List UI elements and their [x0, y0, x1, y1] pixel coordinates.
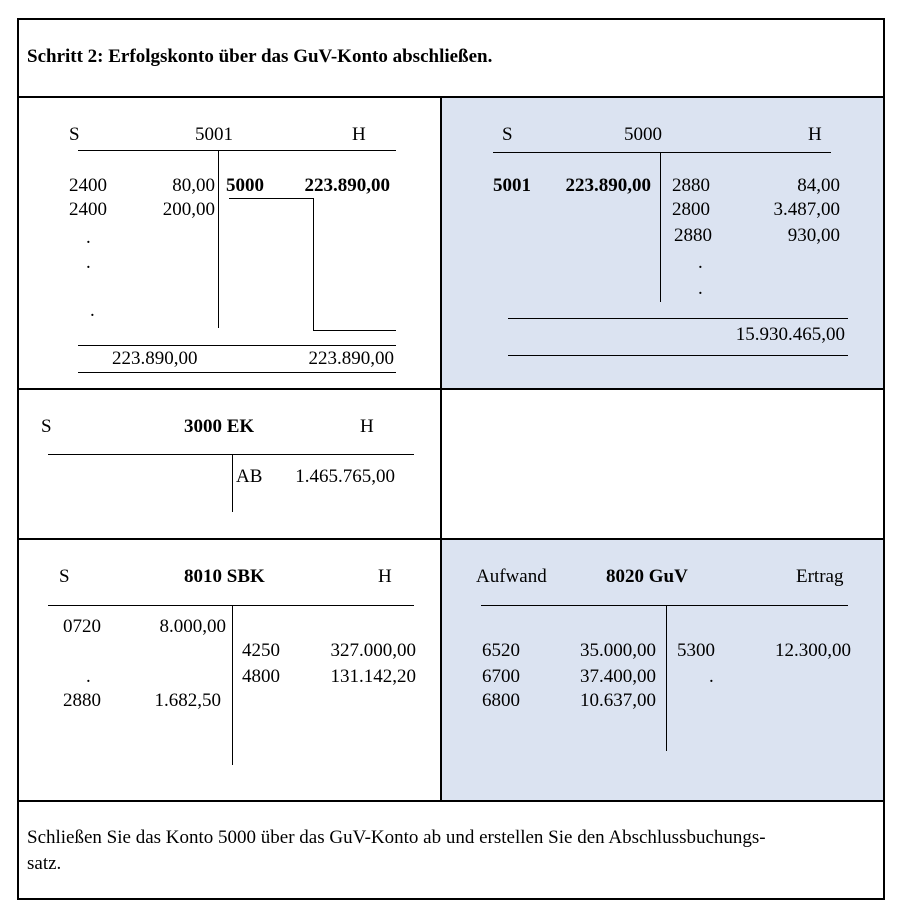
entry-konto: 5000 [226, 175, 264, 196]
t-account-divider [218, 150, 219, 328]
entry-konto: 0720 [63, 616, 101, 637]
continuation-dot: . [90, 300, 95, 321]
ertrag-label: Ertrag [796, 566, 844, 587]
entry-betrag: 84,00 [797, 175, 840, 196]
entry-betrag: 930,00 [787, 225, 840, 246]
entry-konto: 2880 [63, 690, 101, 711]
continuation-dot: . [86, 252, 91, 273]
continuation-dot: . [709, 666, 714, 687]
sum-line-top [78, 345, 396, 346]
grid-line [17, 96, 885, 98]
entry-betrag: 1.465.765,00 [295, 466, 395, 487]
haben-label: H [808, 124, 822, 145]
entry-konto: 6800 [482, 690, 520, 711]
soll-label: S [41, 416, 52, 437]
account-number: 5001 [195, 124, 233, 145]
entry-konto: 6520 [482, 640, 520, 661]
soll-label: S [69, 124, 80, 145]
haben-label: H [352, 124, 366, 145]
account-number: 8020 GuV [606, 566, 688, 587]
grid-line [17, 538, 885, 540]
entry-konto: 5300 [677, 640, 715, 661]
entry-konto: 2880 [672, 175, 710, 196]
header-title: Schritt 2: Erfolgskonto über das GuV-Konto abschließen. [27, 46, 493, 67]
aufwand-label: Aufwand [476, 566, 547, 587]
account-number: 3000 EK [184, 416, 255, 437]
entry-betrag: 80,00 [172, 175, 215, 196]
soll-label: S [502, 124, 513, 145]
grid-line [17, 800, 885, 802]
t-account-top-line [493, 152, 831, 153]
entry-konto: 4800 [242, 666, 280, 687]
entry-konto: 6700 [482, 666, 520, 687]
entry-konto: 4250 [242, 640, 280, 661]
sum-right: 223.890,00 [308, 348, 394, 369]
entry-konto: AB [236, 466, 263, 487]
t-account-divider [666, 605, 667, 751]
t-account-divider [660, 152, 661, 302]
instruction-line-1: Schließen Sie das Konto 5000 über das GuV-Konto ab und erstellen Sie den Abschlussbuchungs- [27, 827, 766, 848]
buchhalternase [229, 198, 313, 199]
grid-line [440, 96, 442, 802]
haben-label: H [378, 566, 392, 587]
entry-konto: 2400 [69, 199, 107, 220]
t-account-divider [232, 454, 233, 512]
entry-konto: 5001 [493, 175, 531, 196]
account-number: 5000 [624, 124, 662, 145]
entry-betrag: 327.000,00 [330, 640, 416, 661]
t-account-top-line [78, 150, 396, 151]
entry-betrag: 223.890,00 [304, 175, 390, 196]
entry-betrag: 10.637,00 [580, 690, 656, 711]
entry-betrag: 223.890,00 [565, 175, 651, 196]
sum-line-top [508, 318, 848, 319]
entry-betrag: 8.000,00 [159, 616, 226, 637]
entry-konto: 2400 [69, 175, 107, 196]
buchhalternase [313, 198, 314, 330]
sum-value: 15.930.465,00 [735, 324, 845, 345]
entry-betrag: 35.000,00 [580, 640, 656, 661]
entry-betrag: 12.300,00 [775, 640, 851, 661]
entry-betrag: 37.400,00 [580, 666, 656, 687]
entry-betrag: 3.487,00 [773, 199, 840, 220]
t-account-top-line [48, 605, 414, 606]
grid-line [17, 388, 885, 390]
t-account-divider [232, 605, 233, 765]
haben-label: H [360, 416, 374, 437]
sum-line-bottom [508, 355, 848, 356]
continuation-dot: . [698, 278, 703, 299]
buchhalternase [313, 330, 396, 331]
instruction-line-2: satz. [27, 853, 62, 874]
t-account-top-line [48, 454, 414, 455]
t-account-top-line [481, 605, 848, 606]
soll-label: S [59, 566, 70, 587]
entry-konto: 2800 [672, 199, 710, 220]
entry-betrag: 200,00 [162, 199, 215, 220]
entry-betrag: 131.142,20 [330, 666, 416, 687]
sum-line-bottom [78, 372, 396, 373]
continuation-dot: . [86, 666, 91, 687]
entry-betrag: 1.682,50 [154, 690, 221, 711]
continuation-dot: . [698, 252, 703, 273]
entry-konto: 2880 [674, 225, 712, 246]
continuation-dot: . [86, 227, 91, 248]
sum-left: 223.890,00 [112, 348, 198, 369]
account-number: 8010 SBK [184, 566, 265, 587]
